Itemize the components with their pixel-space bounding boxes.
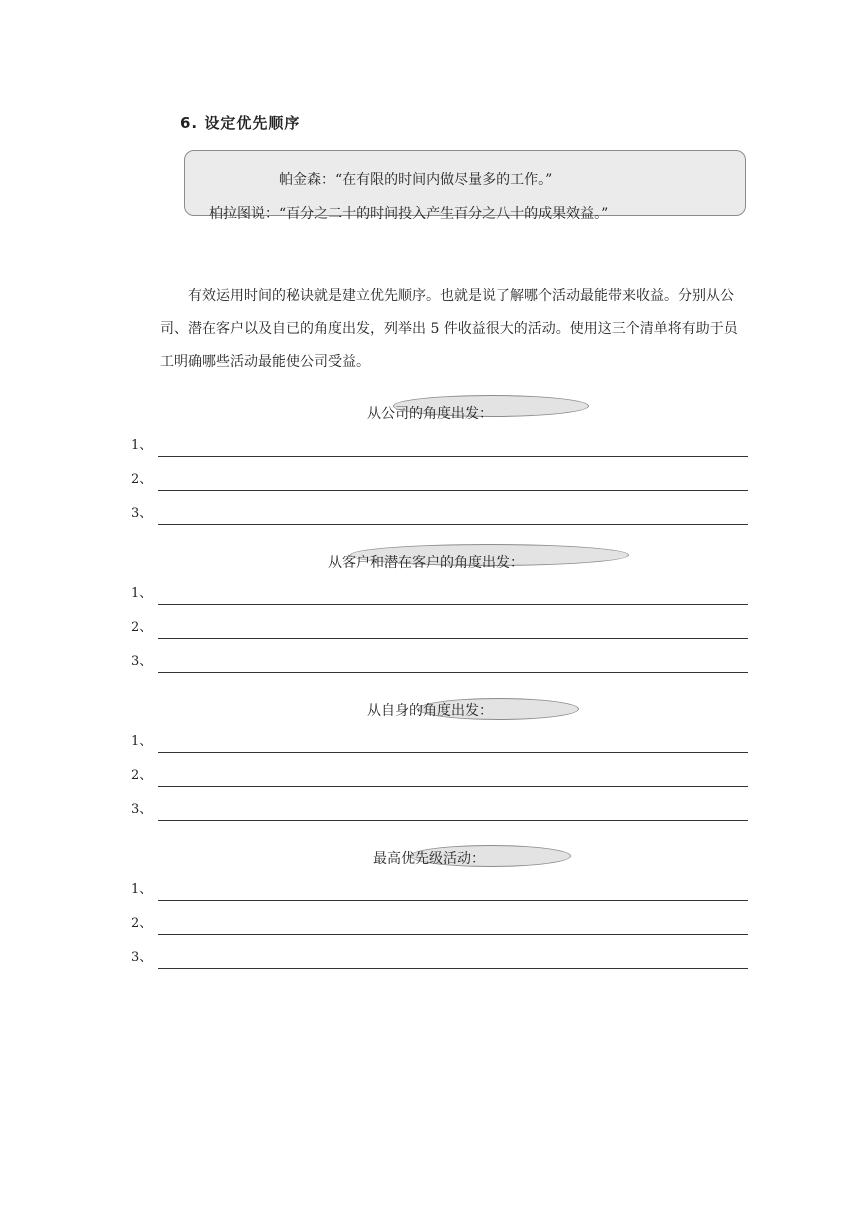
item-number: 1、: [131, 882, 153, 897]
item-number: 2、: [131, 472, 153, 487]
section-title-top-priority: 最高优先级活动：: [373, 851, 485, 867]
quote-parkinson: 帕金森：“在有限的时间内做尽量多的工作。”: [279, 172, 553, 188]
answer-line[interactable]: [158, 524, 748, 525]
answer-line[interactable]: [158, 820, 748, 821]
section-heading: 6. 设定优先顺序: [180, 114, 301, 132]
answer-line[interactable]: [158, 604, 748, 605]
quote-box: [184, 150, 746, 222]
item-number: 2、: [131, 768, 153, 783]
quote-pareto: 柏拉图说：“百分之二十的时间投入产生百分之八十的成果效益。”: [209, 206, 609, 222]
item-number: 3、: [131, 506, 153, 521]
intro-paragraph: 有效运用时间的秘诀就是建立优先顺序。也就是说了解哪个活动最能带来收益。分别从公司、潜在客户以及自已的角度出发，列举出 5 件收益很大的活动。使用这三个清单将有助于员工明确哪些活动最能使公司受益。: [160, 288, 738, 370]
answer-line[interactable]: [158, 672, 748, 673]
item-number: 1、: [131, 586, 153, 601]
answer-line[interactable]: [158, 900, 748, 901]
item-number: 3、: [131, 802, 153, 817]
item-number: 2、: [131, 916, 153, 931]
item-number: 1、: [131, 734, 153, 749]
item-number: 3、: [131, 950, 153, 965]
section-title-customers: 从客户和潜在客户的角度出发：: [328, 555, 524, 571]
item-number: 3、: [131, 654, 153, 669]
section-title-company: 从公司的角度出发：: [367, 406, 493, 422]
answer-line[interactable]: [158, 752, 748, 753]
item-number: 1、: [131, 438, 153, 453]
answer-line[interactable]: [158, 456, 748, 457]
answer-line[interactable]: [158, 786, 748, 787]
answer-line[interactable]: [158, 968, 748, 969]
answer-line[interactable]: [158, 934, 748, 935]
section-title-self: 从自身的角度出发：: [367, 703, 493, 719]
answer-line[interactable]: [158, 490, 748, 491]
item-number: 2、: [131, 620, 153, 635]
answer-line[interactable]: [158, 638, 748, 639]
